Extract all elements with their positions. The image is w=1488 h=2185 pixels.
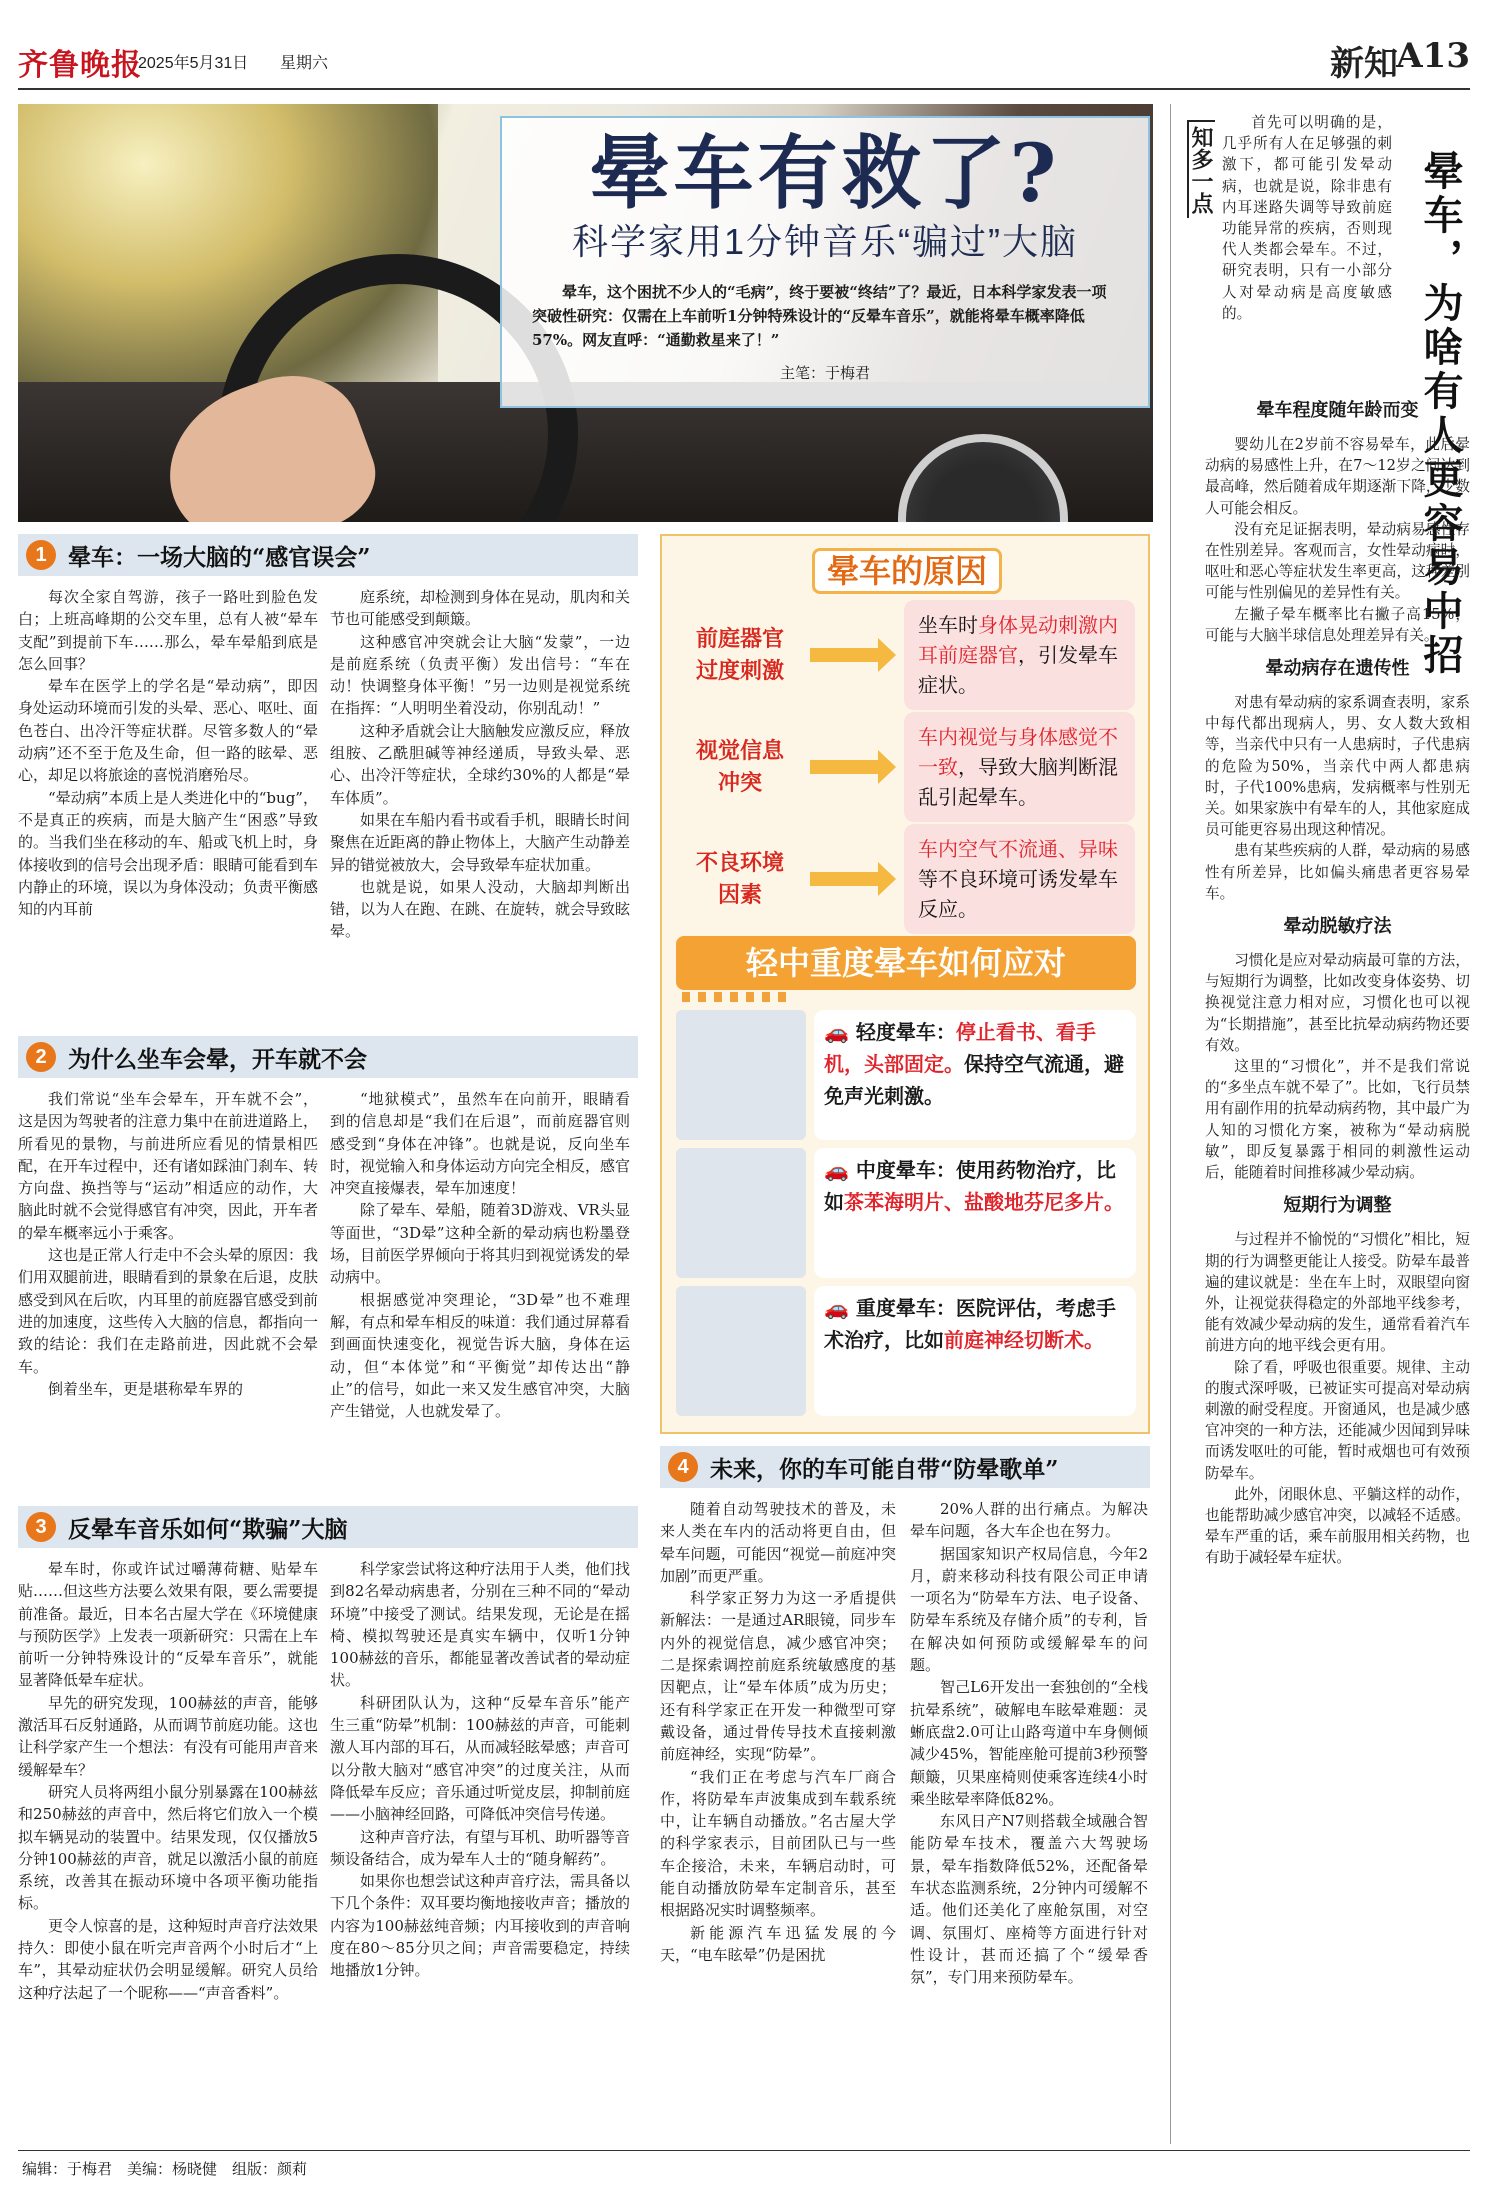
section-2-column-2: [330, 1088, 630, 1490]
section-4-column-2: [910, 1498, 1148, 2148]
section-3-column-2: [330, 1558, 630, 2148]
arrow-icon: [810, 760, 880, 774]
paragraph: 根据感觉冲突理论，“3D晕”也不难理解，有点和晕车相反的味道：我们通过屏幕看到画面快速变化，视觉告诉大脑，身体在运动，但“本体觉”和“平衡觉”却传达出“静止”的信号，如此一来又发生感官冲突，大脑产生错觉，人也就发晕了。: [330, 1290, 631, 1421]
section-name: 新知: [1330, 44, 1398, 84]
paragraph: 首先可以明确的是，几乎所有人在足够强的刺激下，都可能引发晕动病，也就是说，除非患有内耳迷路失调等导致前庭功能异常的疾病，否则现代人类都会晕车。不过，研究表明，只有一小部分人对晕动病是高度敏感的。: [1222, 114, 1392, 322]
issue-weekday: 星期六: [280, 55, 329, 72]
paragraph: 习惯化是应对晕动病最可靠的方法，与短期行为调整，比如改变身体姿势、切换视觉注意力相对应，习惯化也可以视为“长期措施”，甚至比抗晕动病药物还要有效。: [1205, 952, 1470, 1054]
page-number: A13: [1396, 36, 1470, 76]
paragraph: 除了看，呼吸也很重要。规律、主动的腹式深呼吸，已被证实可提高对晕动病刺激的耐受程度。开窗通风，也是减少感官冲突的一种方法，还能减少因闻到异味而诱发呕吐的可能，暂时戒烟也可有效预防晕车。: [1205, 1358, 1470, 1482]
byline: 主笔：于梅君: [779, 364, 870, 382]
cause-label: 视觉信息 冲突: [695, 738, 784, 796]
section-2: [18, 1036, 638, 1078]
paragraph: 这种矛盾就会让大脑触发应激反应，释放组胺、乙酰胆碱等神经递质，导致头晕、恶心、出冷汗等症状，全球约30%的人都是“晕车体质”。: [330, 721, 631, 807]
paragraph: 如果在车船内看书或看手机，眼睛长时间聚焦在近距离的静止物体上，大脑产生动静差异的错觉被放大，会导致晕车症状加重。: [330, 810, 631, 874]
infographic: [660, 534, 1150, 1434]
car-icon: 🚗: [824, 1296, 849, 1320]
remedies-title: 轻中重度晕车如何应对: [676, 936, 1136, 990]
paragraph: 更令人惊喜的是，这种短时声音疗法效果持久：即使小鼠在听完声音两个小时后才“上车”，其晕动症状仍会明显缓解。研究人员给这种疗法起了一个昵称——“声音香料”。: [18, 1916, 319, 2002]
cause-label: 不良环境 因素: [695, 850, 784, 908]
sidebar-tag: 知多一点: [1187, 120, 1215, 218]
decorative-dots: [682, 992, 792, 1002]
lead-paragraph: 晕车，这个困扰不少人的“毛病”，终于要被“终结”了？最近，日本科学家发表一项突破性研究：仅需在上车前听1分钟特殊设计的“反晕车音乐”，就能将晕车概率降低57%。网友直呼：“通勤救星来了！”: [532, 283, 1107, 349]
paragraph: 这种声音疗法，有望与耳机、助听器等音频设备结合，成为晕车人士的“随身解药”。: [330, 1827, 631, 1868]
cause-row: [680, 606, 1135, 704]
paragraph: 随着自动驾驶技术的普及，未来人类在车内的活动将更自由，但晕车问题，可能因“视觉—前庭冲突加剧”而更严重。: [660, 1500, 896, 1585]
section-4-header: [660, 1446, 1150, 1488]
arrow-icon: [810, 648, 880, 662]
remedy-row: [676, 1148, 1136, 1278]
paragraph: 每次全家自驾游，孩子一路吐到脸色发白；上班高峰期的公交车里，总有人被“晕车支配”到提前下车……那么，晕车晕船到底是怎么回事？: [18, 588, 318, 673]
paragraph: 除了晕车、晕船，随着3D游戏、VR头显等面世，“3D晕”这种全新的晕动病也粉墨登场，目前医学界倾向于将其归到视觉诱发的晕动病中。: [330, 1201, 631, 1287]
causes-title: 晕车的原因: [826, 552, 987, 590]
remedy-text: 🚗 重度晕车：医院评估，考虑手术治疗，比如前庭神经切断术。: [814, 1286, 1136, 1416]
remedy-row: [676, 1286, 1136, 1416]
paragraph: 这也是正常人行走中不会头晕的原因：我们用双腿前进，眼睛看到的景象在后退，皮肤感受到风在后吹，内耳里的前庭器官感受到前进的加速度，这些传入大脑的信息，都指向一致的结论：我们在走路前进，因此就不会晕车。: [18, 1246, 319, 1376]
header-rule: [18, 88, 1470, 90]
section-3-number: 3: [26, 1512, 56, 1542]
section-4-number: 4: [668, 1452, 698, 1482]
remedies-list: [676, 1010, 1136, 1424]
paragraph: 晕车在医学上的学名是“晕动病”，即因身处运动环境而引发的头晕、恶心、呕吐、面色苍白、出冷汗等症状群。尽管多数人的“晕动病”还不至于危及生命，但一路的眩晕、恶心，却足以将旅途的喜悦消磨殆尽。: [18, 677, 319, 785]
paragraph: “地狱模式”，虽然车在向前开，眼睛看到的信息却是“我们在后退”，而前庭器官则感受到“身体在冲锋”。也就是说，反向坐车时，视觉输入和身体运动方向完全相反，感官冲突直接爆表，晕车加速度！: [330, 1090, 631, 1198]
paragraph: 研究人员将两组小鼠分别暴露在100赫兹和250赫兹的声音中，然后将它们放入一个模拟车辆晃动的装置中。结果发现，仅仅播放5分钟100赫兹的声音，就足以激活小鼠的前庭系统，改善其在振动环境中各项平衡功能指标。: [18, 1782, 318, 1913]
cause-description: 车内视觉与身体感觉不一致，导致大脑判断混乱引起晕车。: [904, 712, 1135, 822]
paragraph: 也就是说，如果人没动，大脑却判断出错，以为人在跑、在跳、在旋转，就会导致眩晕。: [330, 877, 631, 941]
sidebar-subheading: 晕动病存在遗传性: [1265, 658, 1410, 680]
paragraph: 科学家尝试将这种疗法用于人类，他们找到82名晕动病患者，分别在三种不同的“晕动环境”中接受了测试。结果发现，无论是在摇椅、模拟驾驶还是真实车辆中，仅听1分钟100赫兹的音乐，都能显著改善试者的晕动症状。: [330, 1560, 631, 1690]
remedy-illustration: [676, 1148, 806, 1278]
remedy-text: 🚗 中度晕车：使用药物治疗，比如茶苯海明片、盐酸地芬尼多片。: [814, 1148, 1136, 1278]
sidebar-title: 晕车，为啥有人更容易中招: [1417, 150, 1464, 678]
paragraph: 庭系统，却检测到身体在晃动，肌肉和关节也可能感受到颠簸。: [330, 588, 631, 629]
sidebar-subheading: 短期行为调整: [1283, 1195, 1392, 1217]
paragraph: 如果你也想尝试这种声音疗法，需具备以下几个条件：双耳要均衡地接收声音；播放的内容为100赫兹纯音频；内耳接收到的声音响度在80～85分贝之间；声音需要稳定，持续地播放1分钟。: [330, 1872, 631, 1980]
section-1: [18, 534, 638, 576]
headline-box: [500, 116, 1150, 408]
paragraph: 早先的研究发现，100赫兹的声音，能够激活耳石反射通路，从而调节前庭功能。这也让科学家产生一个想法：有没有可能用声音来缓解晕车？: [18, 1693, 319, 1779]
section-2-header: [18, 1036, 638, 1078]
paragraph: 左撇子晕车概率比右撇子高15%，可能与大脑半球信息处理差异有关。: [1205, 605, 1470, 644]
section-3-title: 反晕车音乐如何“欺骗”大脑: [68, 1515, 348, 1543]
section-1-title: 晕车：一场大脑的“感官误会”: [68, 543, 371, 571]
car-icon: 🚗: [824, 1020, 849, 1044]
paragraph: 东风日产N7则搭载全域融合智能防晕车技术，覆盖六大驾驶场景，晕车指数降低52%，还配备晕车状态监测系统，2分钟内可缓解不适。他们还美化了座舱氛围，对空调、氛围灯、座椅等方面进行针对性设计，甚而还搞了个“缓晕香氛”，专门用来预防晕车。: [910, 1812, 1148, 1987]
footer-rule: [18, 2150, 1470, 2151]
paragraph: 没有充足证据表明，晕动病易感性存在性别差异。客观而言，女性晕动病时，呕吐和恶心等症状发生率更高，这种差别可能与性别偏见的差异性有关。: [1205, 520, 1470, 602]
section-2-number: 2: [26, 1042, 56, 1072]
remedy-row: [676, 1010, 1136, 1140]
paragraph: 科学家正努力为这一矛盾提供新解法：一是通过AR眼镜，同步车内外的视觉信息，减少感官冲突；二是探索调控前庭系统敏感度的基因靶点，让“晕车体质”成为历史；还有科学家正在开发一种微型可穿戴设备，通过骨传导技术直接刺激前庭神经，实现“防晕”。: [660, 1589, 896, 1764]
sidebar-body: [1205, 388, 1470, 2148]
section-1-column-2: [330, 586, 630, 1030]
section-1-number: 1: [26, 540, 56, 570]
paragraph: 晕车时，你或许试过嚼薄荷糖、贴晕车贴……但这些方法要么效果有限，要么需要提前准备。最近，日本名古屋大学在《环境健康与预防医学》上发表一项新研究：只需在上车前听一分钟特殊设计的“反晕车音乐”，就能显著降低晕车症状。: [18, 1560, 319, 1690]
paragraph: 科研团队认为，这种“反晕车音乐”能产生三重“防晕”机制：100赫兹的声音，可能刺激人耳内部的耳石，从而减轻眩晕感；声音可以分散大脑对“感官冲突”的过度关注，从而降低晕车反应；音乐通过听觉皮层，抑制前庭——小脑神经回路，可降低冲突信号传递。: [330, 1693, 631, 1824]
sidebar-intro: [1222, 112, 1392, 382]
section-4-title: 未来，你的车可能自带“防晕歌单”: [710, 1455, 1059, 1483]
paragraph: 婴幼儿在2岁前不容易晕车，此后晕动病的易感性上升，在7～12岁之间达到最高峰，然后随着成年期逐渐下降，少数人可能会相反。: [1205, 436, 1470, 517]
arrow-icon: [810, 872, 880, 886]
section-2-column-1: [18, 1088, 318, 1490]
sidebar-subheading: 晕车程度随年龄而变: [1256, 400, 1419, 421]
paragraph: 与过程并不愉悦的“习惯化”相比，短期的行为调整更能让人接受。防晕车最普遍的建议就是：坐在车上时，双眼望向窗外，让视觉获得稳定的外部地平线参考，能有效减少晕动病的发生，通常看着汽车前进方向的地平线会更有用。: [1205, 1231, 1470, 1355]
cause-row: [680, 830, 1135, 928]
car-icon: 🚗: [824, 1158, 849, 1182]
newspaper-logo: 齐鲁晚报: [18, 48, 142, 83]
paragraph: 这种感官冲突就会让大脑“发蒙”，一边是前庭系统（负责平衡）发出信号：“车在动！快调整身体平衡！”另一边则是视觉系统在指挥：“人明明坐着没动，你别乱动！”: [330, 632, 630, 718]
cause-row: [680, 718, 1135, 816]
remedy-text: 🚗 轻度晕车：停止看书、看手机，头部固定。保持空气流通，避免声光刺激。: [814, 1010, 1136, 1140]
paragraph: 对患有晕动病的家系调查表明，家系中每代都出现病人，男、女人数大致相等，当亲代中只有一人患病时，子代患病的危险为50%，当亲代中两人都患病时，子代100%患病，发病概率与性别无关。如果家族中有晕车的人，其他家庭成员可能更容易出现这种情况。: [1205, 694, 1470, 839]
causes-list: [680, 606, 1135, 942]
paragraph: 患有某些疾病的人群，晕动病的易感性有所差异，比如偏头痛患者更容易晕车。: [1205, 842, 1470, 902]
paragraph: 新能源汽车迅猛发展的今天，“电车眩晕”仍是困扰: [660, 1923, 896, 1964]
cause-description: 坐车时身体晃动刺激内耳前庭器官，引发晕车症状。: [904, 600, 1135, 710]
paragraph: “晕动病”本质上是人类进化中的“bug”，不是真正的疾病，而是大脑产生“困惑”导致的。当我们坐在移动的车、船或飞机上时，身体接收到的信号会出现矛盾：眼睛可能看到车内静止的环境，误以为身体没动；负责平衡感知的内耳前: [18, 788, 319, 919]
section-4-column-1: [660, 1498, 896, 2148]
paragraph: “我们正在考虑与汽车厂商合作，将防晕车声波集成到车载系统中，让车辆自动播放。”名古屋大学的科学家表示，目前团队已与一些车企接洽，未来，车辆启动时，可能自动播放防晕车定制音乐，甚至根据路况实时调整频率。: [660, 1767, 896, 1920]
paragraph: 倒着坐车，更是堪称晕车界的: [48, 1379, 244, 1398]
section-1-header: [18, 534, 638, 576]
paragraph: 我们常说“坐车会晕车，开车就不会”，这是因为驾驶者的注意力集中在前进道路上，所看见的景物，与前进所应看见的情景相匹配，在开车过程中，还有诸如踩油门刹车、转方向盘、换挡等与“运动”相适应的动作，大脑此时就不会觉得感官有冲突，因此，开车者的晕车概率远小于乘客。: [18, 1090, 319, 1242]
section-3-header: [18, 1506, 638, 1548]
sidebar-subheading: 晕动脱敏疗法: [1283, 916, 1392, 938]
paragraph: 20%人群的出行痛点。为解决晕车问题，各大车企也在努力。: [910, 1500, 1148, 1541]
remedy-illustration: [676, 1286, 806, 1416]
paragraph: 智己L6开发出一套独创的“全栈抗晕系统”，破解电车眩晕难题：灵蜥底盘2.0可让山路弯道中车身侧倾减少45%，智能座舱可提前3秒预警颠簸，贝果座椅则使乘客连续4小时乘坐眩晕率降低82%。: [910, 1678, 1148, 1808]
paragraph: 据国家知识产权局信息，今年2月，蔚来移动科技有限公司正申请一项名为“防晕车方法、电子设备、防晕车系统及存储介质”的专利，旨在解决如何预防或缓解晕车的问题。: [910, 1544, 1148, 1675]
credits: 编辑：于梅君 美编：杨晓健 组版：颜莉: [22, 2161, 308, 2178]
section-1-column-1: [18, 586, 318, 1030]
section-2-title: 为什么坐车会晕，开车就不会: [68, 1045, 367, 1073]
paragraph: 此外，闭眼休息、平躺这样的动作，也能帮助减少感官冲突，以减轻不适感。晕车严重的话，乘车前服用相关药物，也有助于减轻晕车症状。: [1205, 1485, 1470, 1567]
section-3: [18, 1506, 638, 1548]
sidebar-divider: [1170, 104, 1171, 2144]
causes-title-box: [812, 548, 1002, 594]
section-4: [660, 1446, 1150, 1488]
cause-label: 前庭器官 过度刺激: [695, 626, 784, 684]
paragraph: 这里的“习惯化”，并不是我们常说的“多坐点车就不晕了”。比如，飞行员禁用有副作用的抗晕动病药物，其中最广为人知的习惯化方案，被称为“晕动病脱敏”，即反复暴露于相同的刺激性运动后，能随着时间推移减少晕动病。: [1205, 1058, 1470, 1182]
issue-date: 2025年5月31日: [138, 55, 249, 72]
subheadline: 科学家用1分钟音乐“骗过”大脑: [572, 221, 1078, 262]
headline: 晕车有救了?: [589, 126, 1061, 220]
remedy-illustration: [676, 1010, 806, 1140]
cause-description: 车内空气不流通、异味等不良环境可诱发晕车反应。: [904, 824, 1135, 934]
section-3-column-1: [18, 1558, 318, 2148]
